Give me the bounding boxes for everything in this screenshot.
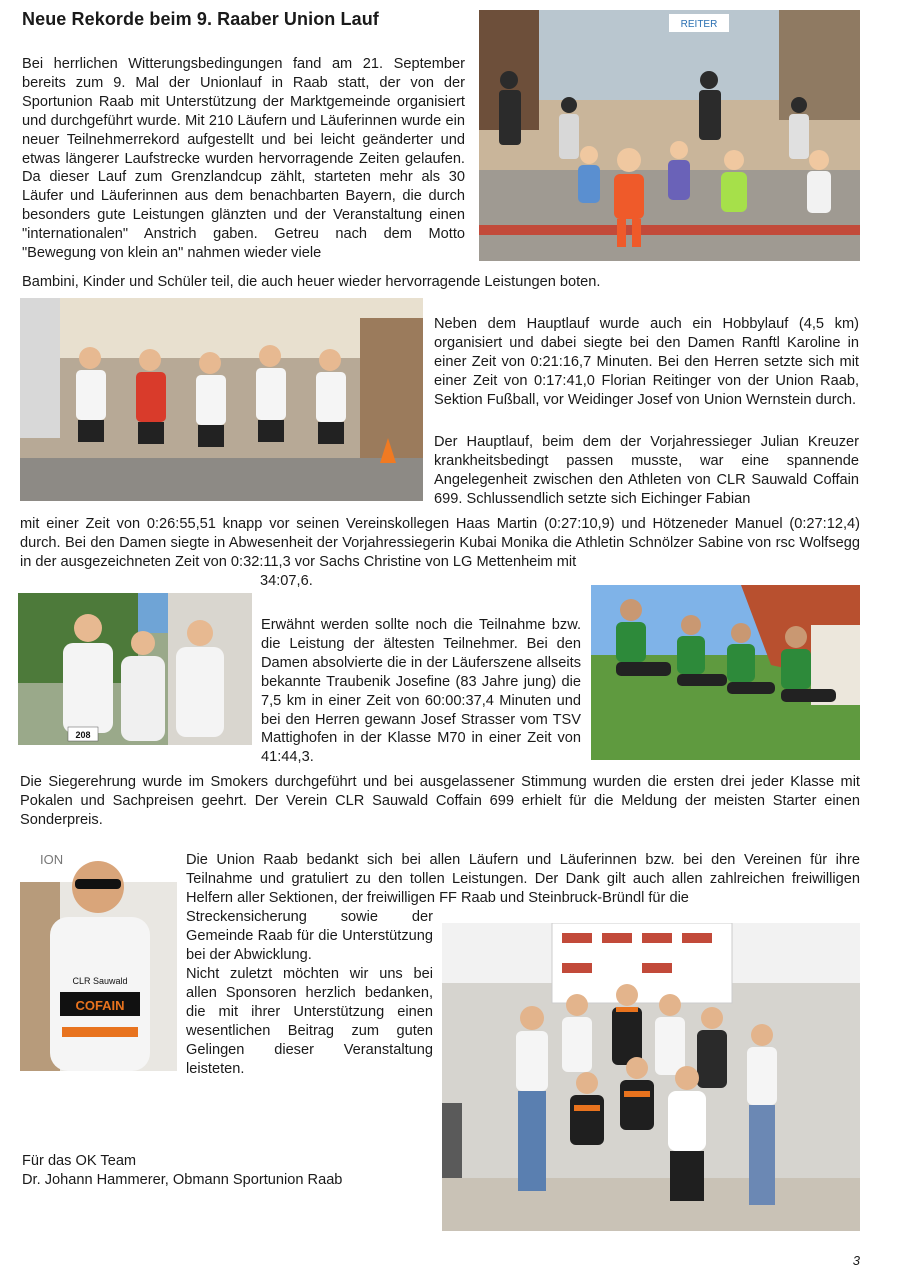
paragraph-hauptlauf-end: mit einer Zeit von 0:26:55,51 knapp vor seinen Vereinskollegen Haas Martin (0:27:10,9) und Hötzeneder Manuel (0:27:12,4) durch. Bei den Damen siegte in Abwesenheit der Vorjahressiegerin Kubai Monika die Athletin Schnölzer Sabine von rsc Wolfsegg in der ausgezeichneten Zeit von 0:32:11,3 vor Sachs Christine von LG Mettenheim mit [20,516,860,570]
paragraph-intro: Bei herrlichen Witterungsbedingungen fand am 21. September bereits zum 9. Mal der Unionlauf in Raab statt, der von der Sportunion Raab mit Unterstützung der Marktgemeinde organisiert und durchgeführt wurde. Mit 210 Läufern und Läuferinnen wurde ein neuer Teilnehmerrekord aufgestellt und bei leicht geänderter und etwas längerer Laufstrecke wurden hervorragende Zeiten gelaufen. Da dieser Lauf zum Grenzlandcup zählt, starteten mehr als 30 Läufer und Läuferinnen aus dem benachbarten Bayern, die durch besonders gute Leistungen glänzten und der Veranstaltung einen "internationalen" Anstrich gaben. Getreu nach dem Motto "Bewegung von klein an" nahmen wieder viele [22,56,465,262]
signature-block [22,1152,342,1190]
jersey-sponsor: COFAIN [75,998,125,1013]
signature-line-2: Dr. Johann Hammerer, Obmann Sportunion Raab [22,1172,343,1188]
bib-number: 208 [75,730,91,740]
banner-reiter: REITER [680,19,718,30]
banner-partial: ION [40,852,64,867]
jersey-club: CLR Sauwald [72,976,128,986]
photo-main-race-start [20,298,423,501]
paragraph-thanks: Die Union Raab bedankt sich bei allen Läufern und Läuferinnen bzw. bei den Vereinen für ihre Teilnahme und gratuliert zu den tollen Leistungen. Der Dank gilt auch allen zahlreichen freiwilligen Helfern aller Sektionen, der freiwilligen FF Raab und Steinbruck-Bründl für die [186,852,860,906]
photo-three-people [18,593,252,745]
photo-runners-on-grass [591,585,860,760]
paragraph-hobbylauf: Neben dem Hauptlauf wurde auch ein Hobbylauf (4,5 km) organisiert und dabei siegte bei den Damen Ranftl Karoline in einer Zeit von 0:21:16,7 Minuten. Bei den Herren setzte sich mit einer Zeit von 0:17:41,0 Florian Reitinger von der Union Raab, Sektion Fußball, vor Weidinger Josef von Union Wernstein durch. [434,316,859,408]
photo-runner-portrait [20,842,177,1071]
paragraph-hauptlauf-tail: 34:07,6. [260,573,313,589]
paragraph-hauptlauf: Der Hauptlauf, beim dem der Vorjahressieger Julian Kreuzer krankheitsbedingt passen musste, war eine spannende Angelegenheit zwischen den Athleten von CLR Sauwald Coffain 699. Schlussendlich setzte sich Eichinger Fabian [434,434,859,507]
paragraph-oldest-participants: Erwähnt werden sollte noch die Teilnahme bzw. die Leistung der ältesten Teilnehmer. Bei den Damen absolvierte die in der Läuferszene allseits bekannte Traubenik Josefine (83 Jahre jung) die 7,5 km in einer Zeit von 60:00:37,4 Minuten und bei den Herren gewann Josef Strasser vom TSV Mattighofen in der Klasse M70 in einer Zeit von 41:44,3. [261,617,581,766]
photo-kids-race [479,10,860,261]
paragraph-thanks-end: Streckensicherung sowie der Gemeinde Raab für die Unterstützung bei der Abwicklung. [186,909,433,963]
signature-line-1: Für das OK Team [22,1153,137,1169]
paragraph-sponsors: Nicht zuletzt möchten wir uns bei allen Sponsoren herzlich bedanken, die mit ihrer Unterstützung einen wesentlichen Beitrag zum guten Gelingen dieser Veranstaltung leisteten. [186,966,433,1077]
page-number: 3 [852,1253,860,1268]
photo-team-group [442,923,860,1231]
paragraph-intro-end: Bambini, Kinder und Schüler teil, die auch heuer wieder hervorragende Leistungen boten. [22,274,601,290]
paragraph-award-ceremony: Die Siegerehrung wurde im Smokers durchgeführt und bei ausgelassener Stimmung wurden die ersten drei jeder Klasse mit Pokalen und Sachpreisen geehrt. Der Verein CLR Sauwald Coffain 699 erhielt für die Meldung der meisten Starter einen Sonderpreis. [20,774,860,828]
article-title: Neue Rekorde beim 9. Raaber Union Lauf [22,9,379,29]
